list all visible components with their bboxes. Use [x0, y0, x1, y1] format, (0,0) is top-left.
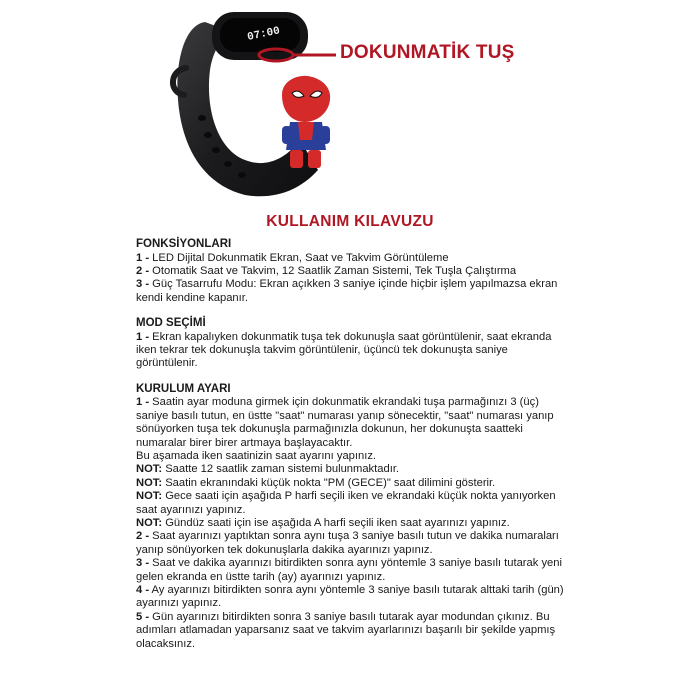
product-image	[0, 0, 700, 210]
paragraph-lead: 2 -	[136, 530, 150, 543]
paragraph-text: Gündüz saati için ise aşağıda A harfi seçili iken saat ayarınızı yapınız.	[162, 517, 510, 529]
paragraph-text: Güç Tasarrufu Modu: Ekran açıkken 3 saniye içinde hiçbir işlem yapılmazsa ekran kendi kendine kapanır.	[136, 278, 558, 304]
paragraph-text: Ekran kapalıyken dokunmatik tuşa tek dokunuşla saat görüntülenir, saat ekranda iken tekrar tek dokunuşla takvim görüntülenir, üçüncü tek dokunuşta saniye görüntülenir.	[136, 330, 552, 370]
paragraph-lead: NOT:	[136, 517, 163, 529]
instruction-paragraph	[136, 584, 566, 611]
instruction-paragraph	[136, 490, 566, 517]
instruction-paragraph	[136, 530, 566, 557]
instruction-paragraph	[136, 450, 566, 463]
instruction-paragraph	[136, 278, 566, 305]
paragraph-lead: 3 -	[136, 278, 150, 291]
paragraph-lead: 5 -	[136, 610, 150, 623]
instruction-paragraph	[136, 517, 566, 530]
paragraph-text: LED Dijital Dokunmatik Ekran, Saat ve Takvim Görüntüleme	[149, 251, 449, 264]
instruction-paragraph	[136, 331, 566, 371]
instruction-paragraph	[136, 611, 566, 651]
manual-section	[136, 317, 566, 371]
manual-section	[136, 383, 566, 651]
touch-button-label: DOKUNMATİK TUŞ	[340, 42, 515, 63]
paragraph-text: Ay ayarınızı bitirdikten sonra aynı yöntemle 3 saniye basılı tutarak alttaki tarih (gün) ayarınızı yapınız.	[136, 584, 564, 610]
paragraph-lead: 1 -	[136, 330, 150, 343]
paragraph-lead: 3 -	[136, 557, 150, 570]
instruction-paragraph	[136, 557, 566, 584]
instruction-paragraph	[136, 463, 566, 476]
paragraph-text: Saat ve dakika ayarınızı bitirdikten sonra aynı yöntemle 3 saniye basılı tutarak yeni gelen ekranda en üstte tarih (ay) ayarınızı yapınız.	[136, 557, 562, 583]
paragraph-text: Saat ayarınızı yaptıktan sonra aynı tuşa 3 saniye basılı tutun ve dakika numaraları yanıp sönüyorken tek dokunuşlarla dakika ayarınızı yapınız.	[136, 530, 559, 556]
section-heading: MOD SEÇİMİ	[136, 317, 206, 330]
watch-screen-time: 07:00	[246, 25, 282, 44]
paragraph-lead: 4 -	[136, 584, 150, 597]
paragraph-text: Otomatik Saat ve Takvim, 12 Saatlik Zaman Sistemi, Tek Tuşla Çalıştırma	[149, 264, 517, 277]
paragraph-lead: 1 -	[136, 251, 150, 264]
instruction-paragraph	[136, 396, 566, 450]
paragraph-text: Saatin ayar moduna girmek için dokunmatik ekrandaki tuşa parmağınızı 3 (üç) saniye basılı tutun, en üstte "saat" numarası yanıp sönecektir, "saat" numarası yanıp sönüyorken tuşa tek dokunuşla parmağınızla dokunun, her dokunuşta saatteki numaralar birer birer artmaya başlayacaktır.	[136, 396, 554, 449]
paragraph-lead: 2 -	[136, 264, 150, 277]
smart-band-illustration	[0, 0, 700, 210]
paragraph-text: Saatin ekranındaki küçük nokta "PM (GECE)" saat dilimini gösterir.	[162, 476, 496, 489]
paragraph-lead: 1 -	[136, 396, 150, 409]
paragraph-text: Gün ayarınızı bitirdikten sonra 3 saniye basılı tutarak ayar modundan çıkınız. Bu adımları atlamadan yaparsanız saat ve takvim ayarlarınızı başarılı bir şekilde yapmış olacaksınız.	[136, 610, 556, 650]
paragraph-lead: NOT:	[136, 490, 163, 503]
instruction-paragraph	[136, 477, 566, 490]
instruction-paragraph	[136, 252, 566, 265]
paragraph-text: Bu aşamada iken saatinizin saat ayarını yapınız.	[136, 449, 377, 462]
paragraph-lead: NOT:	[136, 476, 163, 489]
manual-section	[136, 238, 566, 305]
instruction-paragraph	[136, 265, 566, 278]
manual-sections	[136, 238, 566, 663]
paragraph-lead: NOT:	[136, 463, 163, 476]
section-heading: FONKSİYONLARI	[136, 238, 232, 250]
paragraph-text: Gece saati için aşağıda P harfi seçili iken ve ekrandaki küçük nokta yanıyorken saat ayarınızı yapınız.	[136, 490, 556, 516]
section-heading: KURULUM AYARI	[136, 382, 231, 395]
paragraph-text: Saatte 12 saatlik zaman sistemi bulunmaktadır.	[162, 463, 400, 476]
manual-title: KULLANIM KILAVUZU	[266, 213, 434, 230]
